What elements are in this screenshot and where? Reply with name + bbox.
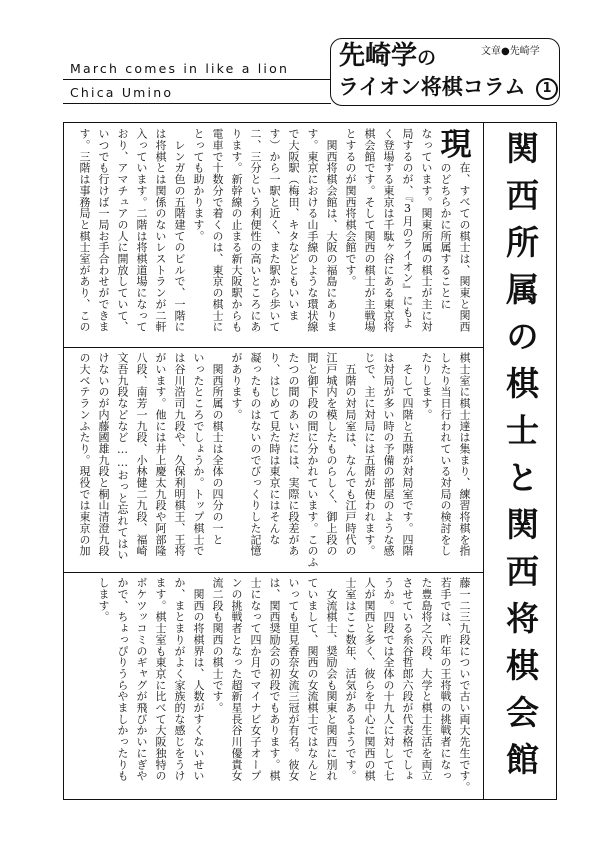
author-name: Chica Umino — [70, 85, 174, 100]
text-column: のどちらかに所属することに — [439, 162, 452, 310]
text-column: じで、主に対局には五階が使われます。 — [363, 352, 376, 557]
text-column: す。東京における山手線のような環状線 — [306, 128, 319, 333]
text-column: 棋会館です。そして関西の棋士が主戦場 — [363, 128, 376, 333]
writer-credit: 文章●先崎学 — [481, 46, 540, 57]
issue-number-badge: 1 — [536, 78, 558, 100]
text-column: 関西所属の棋士は全体の四分の一と — [211, 352, 224, 545]
series-title: March comes in like a lion — [70, 61, 290, 76]
text-column: なっています。関東所属の棋士が主に対 — [420, 128, 433, 333]
article-title: 関西所属の棋士と関西将棋会館 — [501, 131, 540, 789]
text-column: は谷川浩司九段や、久保利明棋王、王将 — [173, 352, 186, 557]
column-name-box — [330, 38, 560, 106]
text-band-2 — [70, 352, 474, 569]
text-column: す。三階は事務局と棋士室があり、この — [78, 128, 91, 333]
text-column: があります。 — [230, 352, 243, 421]
text-column: うか。四段では全体の十九人に対して七 — [382, 577, 395, 782]
text-column: かで、ちょっぴりうらやましかったりも — [116, 577, 129, 782]
text-column: く登場する東京は千駄ヶ谷にある東京将 — [382, 128, 395, 333]
text-column: 凝ったものはないのでびっくりした記憶 — [249, 352, 262, 557]
text-column: とするのが関西将棋会館です。 — [344, 128, 357, 287]
text-column: 電車で十数分で着くのは、東京の棋士に — [211, 128, 224, 333]
text-column: がいます。他には井上慶太九段や阿部隆 — [154, 352, 167, 557]
text-column: す）から一駅と近く、また駅から歩いて — [268, 128, 281, 333]
text-column: り、はじめて見た時は東京にはそんな — [268, 352, 281, 545]
text-column: おり、アマチュアの人に開放していて、 — [116, 128, 129, 333]
text-column: ンの挑戦者となった超新星長谷川優貴女 — [230, 577, 243, 782]
text-column: 五階の対局室は、なんでも江戸時代の — [344, 352, 357, 557]
text-column: 人が関西と多く、彼らを中心に関西の棋 — [363, 577, 376, 782]
text-column: 文吾九段などなど……おっと忘れてはい — [116, 352, 129, 561]
text-column: た豊島将之六段、大学と棋士生活を両立 — [420, 577, 433, 782]
text-column: 入っています。二階は将棋道場になって — [135, 128, 148, 333]
text-band-3 — [70, 577, 474, 794]
text-column: の大ベテランふたり。現役では東京の加 — [78, 352, 91, 557]
text-column: 流二段も関西の棋士です。 — [211, 577, 224, 714]
text-column: いっても里見香奈女流三冠が有名。彼女 — [287, 577, 300, 782]
text-column: は対局が多い時の予備の部屋のような感 — [382, 352, 395, 557]
text-column: は将棋とは関係のないレストランが二軒 — [154, 128, 167, 333]
text-column: 若手では、昨年の王将戦の挑戦者になっ — [439, 577, 452, 782]
text-column: ります。新幹線の止まる新大阪駅からも — [230, 128, 243, 333]
text-column: ていまして、関西の女流棋士ではなんと — [306, 577, 319, 782]
text-column: ます。棋士室も東京に比べて大阪独特の — [154, 577, 167, 782]
text-column: 棋士室に棋士達は集まり、練習将棋を指 — [458, 352, 471, 557]
text-column: 藤一二三九段についで古い両大先生です。 — [458, 577, 471, 793]
text-column: 士になって四か月でマイナビ女子オープ — [249, 577, 262, 782]
text-column: レンガ色の五階建てのビルで、一階に — [173, 128, 186, 333]
text-column: いったところでしょうか。トップ棋士で — [192, 352, 205, 557]
column-name-main — [339, 41, 436, 74]
text-column: したり当日行われている対局の検討をし — [439, 352, 452, 557]
band-divider-2 — [63, 572, 483, 573]
text-column: 局するのが、『3月のライオン』にもよ — [401, 128, 414, 329]
column-name-sub: ライオン将棋コラム — [338, 74, 526, 99]
text-column: とっても助かります。 — [192, 128, 205, 242]
text-column: 間と御下段の間に分かれています。このふ — [306, 352, 319, 568]
title-column-divider — [483, 122, 484, 800]
column-author-name: 先崎学 — [339, 41, 418, 71]
text-column: で大阪駅（梅田、キタなどともいいま — [287, 128, 300, 321]
text-column: けないのが内藤國雄九段と桐山清澄九段 — [97, 352, 110, 557]
text-column: は、関西奨励会の初段でもあります。棋 — [268, 577, 281, 782]
text-column: 関西の将棋界は、人数がすくないせい — [192, 577, 205, 782]
text-column: 女流棋士、奨励会も関東と関西に別れ — [325, 577, 338, 782]
text-column: 八段、南芳一九段、小林健二九段、福崎 — [135, 352, 148, 557]
text-column: 関西将棋会館は、大阪の福島にありま — [325, 128, 338, 333]
text-column: そして四階と五階が対局室です。四階 — [401, 352, 414, 557]
text-column: ボケツッコミのギャグが飛びかいにぎや — [135, 577, 148, 782]
text-column: 在、すべての棋士は、関東と関西 — [458, 162, 471, 333]
text-column: 二、三分という利便性の高いところにあ — [249, 128, 262, 333]
text-column: 江戸城内を模したものらしく、御上段の — [325, 352, 338, 557]
text-band-1 — [70, 128, 474, 345]
text-column: します。 — [97, 577, 110, 623]
text-column: たつの間のあいだには、実際に段差があ — [287, 352, 300, 557]
text-column: させている糸谷哲郎六段が代表格でしょ — [401, 577, 414, 782]
header-rule-top — [63, 79, 331, 80]
text-column: いつでも行けば一局お手合わせができま — [97, 128, 110, 333]
text-column: 士室はここ数年、活気があるようです。 — [344, 577, 357, 782]
text-column: たりします。 — [420, 352, 433, 421]
column-name-particle: の — [417, 47, 437, 69]
header-rule-bottom — [63, 103, 331, 104]
text-column: か、まとまりがよく家族的な感じをうけ — [173, 577, 186, 782]
drop-cap: 現 — [440, 127, 472, 163]
band-divider-1 — [63, 347, 483, 348]
